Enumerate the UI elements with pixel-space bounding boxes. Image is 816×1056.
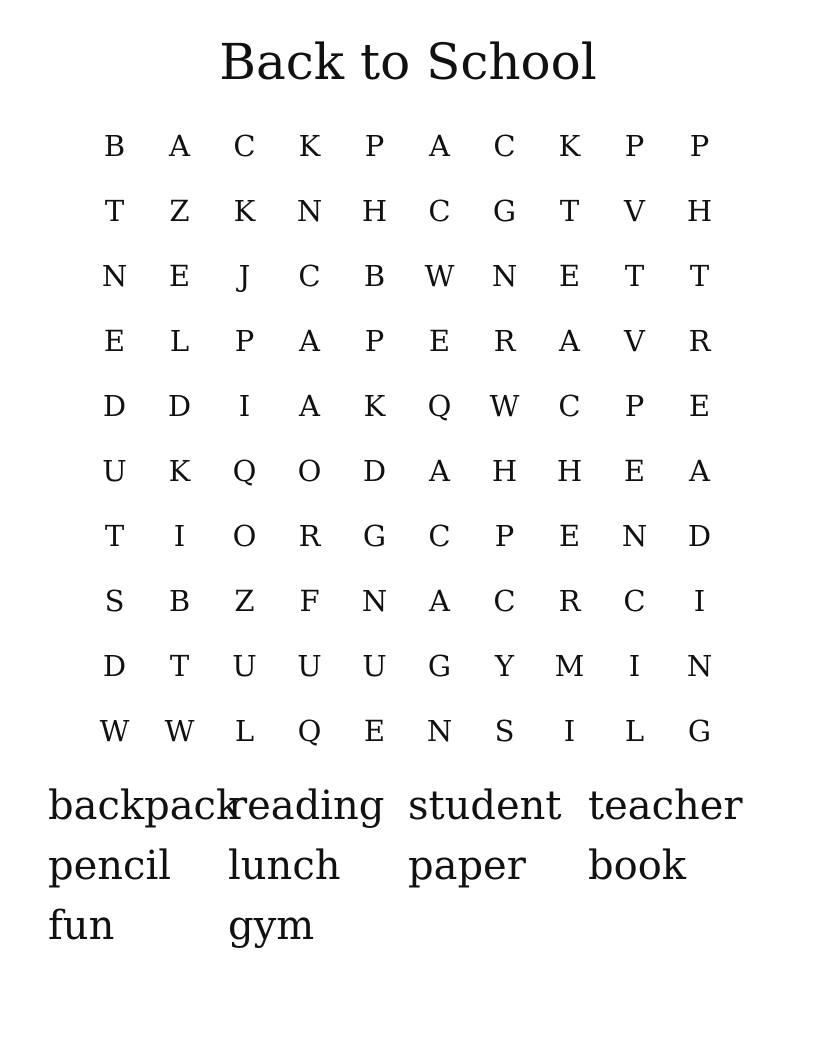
grid-letter: I: [693, 583, 706, 618]
grid-letter: T: [559, 193, 580, 228]
grid-letter: W: [99, 713, 130, 748]
grid-letter: U: [362, 648, 387, 683]
grid-letter: N: [296, 193, 323, 228]
grid-letter: D: [102, 388, 127, 423]
word-list-item: reading: [228, 783, 385, 829]
grid-letter: O: [232, 518, 257, 553]
grid-letter: A: [689, 453, 710, 488]
grid-letter: G: [427, 648, 452, 683]
grid-letter: E: [558, 258, 581, 293]
word-list: [48, 776, 768, 956]
grid-letter: I: [628, 648, 641, 683]
grid-letter: P: [494, 518, 515, 553]
word-list-item: teacher: [588, 783, 743, 829]
grid-letter: H: [361, 193, 388, 228]
grid-letter: G: [492, 193, 517, 228]
grid-letter: P: [624, 128, 645, 163]
grid-letter: E: [103, 323, 126, 358]
grid-letter: N: [361, 583, 388, 618]
grid-letter: N: [101, 258, 128, 293]
grid-letter: B: [168, 583, 191, 618]
word-list-item: fun: [48, 903, 115, 949]
grid-letter: Y: [494, 648, 515, 683]
grid-letter: D: [102, 648, 127, 683]
word-list-item: pencil: [48, 843, 172, 889]
grid-letter: I: [173, 518, 186, 553]
grid-letter: A: [559, 323, 580, 358]
grid-letter: K: [233, 193, 256, 228]
grid-letter: E: [623, 453, 646, 488]
grid-letter: V: [624, 193, 645, 228]
grid-letter: E: [363, 713, 386, 748]
grid-letter: S: [104, 583, 125, 618]
grid-letter: P: [689, 128, 710, 163]
grid-letter: F: [299, 583, 320, 618]
grid-letter: P: [364, 128, 385, 163]
grid-letter: C: [558, 388, 581, 423]
grid-letter: R: [493, 323, 516, 358]
grid-letter: C: [298, 258, 321, 293]
grid-letter: U: [232, 648, 257, 683]
grid-letter: W: [164, 713, 195, 748]
grid-letter: Q: [427, 388, 452, 423]
grid-letter: Q: [232, 453, 257, 488]
page-title: Back to School: [219, 33, 597, 91]
grid-letter: E: [558, 518, 581, 553]
grid-letter: G: [362, 518, 387, 553]
grid-letter: A: [299, 323, 320, 358]
grid-letter: I: [238, 388, 251, 423]
grid-letter: H: [491, 453, 518, 488]
grid-letter: C: [623, 583, 646, 618]
grid-letter: H: [556, 453, 583, 488]
grid-letter: S: [494, 713, 515, 748]
grid-letter: T: [169, 648, 190, 683]
grid-letter: L: [169, 323, 190, 358]
grid-letter: N: [426, 713, 453, 748]
grid-letter: W: [489, 388, 520, 423]
grid-letter: A: [429, 128, 450, 163]
grid-letter: L: [624, 713, 645, 748]
word-list-item: backpack: [48, 783, 241, 829]
grid-letter: C: [428, 518, 451, 553]
grid-letter: K: [363, 388, 386, 423]
grid-letter: Z: [234, 583, 255, 618]
grid-letter: U: [102, 453, 127, 488]
grid-letter: U: [297, 648, 322, 683]
grid-letter: Z: [169, 193, 190, 228]
grid-letter: W: [424, 258, 455, 293]
grid-letter: E: [688, 388, 711, 423]
grid-letter: D: [362, 453, 387, 488]
word-list-item: gym: [228, 903, 315, 949]
grid-letter: V: [624, 323, 645, 358]
grid-letter: N: [621, 518, 648, 553]
grid-letter: R: [558, 583, 581, 618]
grid-letter: P: [364, 323, 385, 358]
grid-letter: P: [624, 388, 645, 423]
grid-letter: T: [624, 258, 645, 293]
grid-letter: T: [689, 258, 710, 293]
grid-letter: N: [686, 648, 713, 683]
grid-letter: C: [493, 583, 516, 618]
grid-letter: B: [363, 258, 386, 293]
grid-letter: C: [233, 128, 256, 163]
word-list-item: book: [588, 843, 687, 889]
grid-letter: I: [563, 713, 576, 748]
grid-letter: M: [554, 648, 585, 683]
grid-letter: T: [104, 193, 125, 228]
word-search-grid: [82, 113, 732, 763]
word-list-item: lunch: [228, 843, 341, 889]
grid-letter: A: [429, 453, 450, 488]
grid-letter: H: [686, 193, 713, 228]
grid-letter: G: [687, 713, 712, 748]
grid-letter: P: [234, 323, 255, 358]
grid-letter: O: [297, 453, 322, 488]
grid-letter: A: [429, 583, 450, 618]
grid-letter: K: [558, 128, 581, 163]
grid-letter: Q: [297, 713, 322, 748]
grid-letter: N: [491, 258, 518, 293]
grid-letter: B: [103, 128, 126, 163]
grid-letter: K: [298, 128, 321, 163]
grid-letter: E: [168, 258, 191, 293]
grid-letter: J: [238, 258, 251, 293]
grid-letter: D: [687, 518, 712, 553]
grid-letter: R: [688, 323, 711, 358]
grid-letter: C: [428, 193, 451, 228]
grid-letter: D: [167, 388, 192, 423]
word-list-item: student: [408, 783, 562, 829]
grid-letter: T: [104, 518, 125, 553]
grid-letter: A: [299, 388, 320, 423]
grid-letter: L: [234, 713, 255, 748]
grid-letter: R: [298, 518, 321, 553]
word-list-item: paper: [408, 843, 526, 889]
grid-letter: K: [168, 453, 191, 488]
grid-letter: C: [493, 128, 516, 163]
grid-letter: A: [169, 128, 190, 163]
grid-letter: E: [428, 323, 451, 358]
